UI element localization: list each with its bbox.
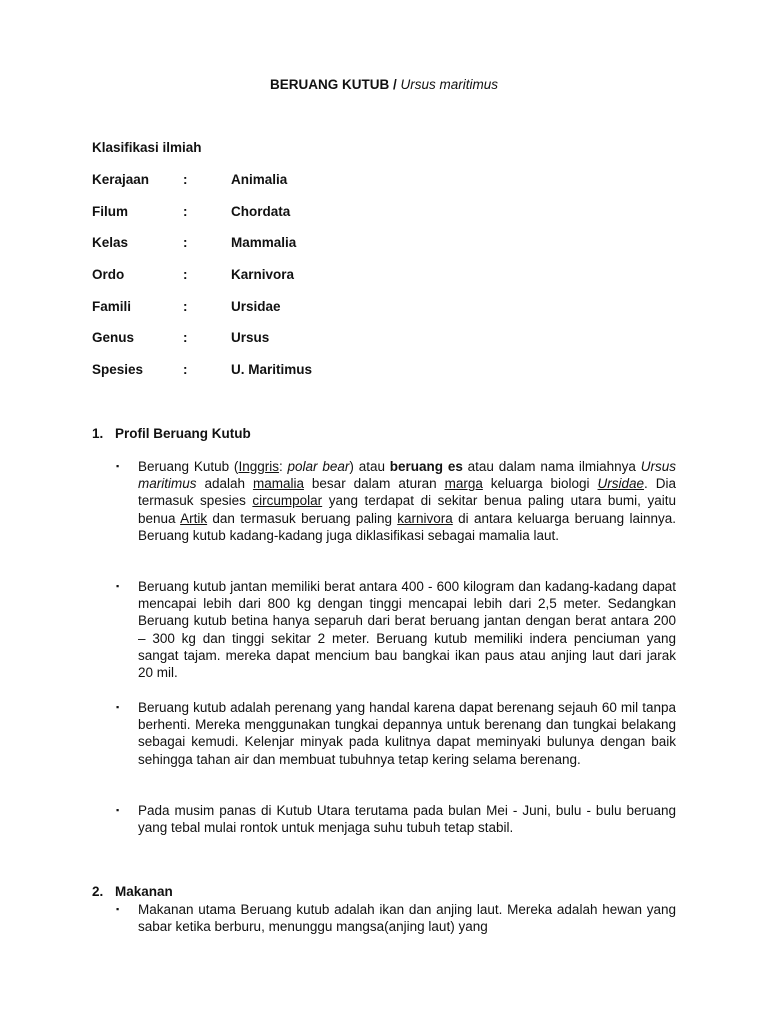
text-run: Ursidae	[597, 476, 645, 492]
section-title: Profil Beruang Kutub	[115, 426, 251, 441]
bullet-square-icon: ▪	[116, 702, 120, 712]
taxonomy-label: Ordo	[92, 267, 125, 282]
taxonomy-value: Ursus	[231, 330, 270, 345]
taxonomy-value: U. Maritimus	[231, 362, 313, 377]
text-run: Beruang kutub jantan memiliki berat antara 400 - 600 kilogram dan kadang-kadang dapat mencapai lebih dari 800 kg dengan tinggi mencapai lebih dari 2,5 meter. Sedangkan Beruang kutub betina hanya separuh dari berat beruang jantan dengan berat antara 200 – 300 kg dan tinggi sekitar 2 meter. Beruang kutub memiliki indera penciuman yang sangat tajam. mereka dapat mencium bau bangkai ikan paus atau anjing laut dari jarak 20 mil.	[138, 579, 676, 681]
text-run: Makanan utama Beruang kutub adalah ikan dan anjing laut. Mereka adalah hewan yang sabar ketika berburu, menunggu mangsa(anjing laut) yang	[138, 902, 676, 935]
bullet-item	[116, 901, 676, 935]
text-run: mamalia	[252, 476, 304, 492]
taxonomy-value: Chordata	[231, 204, 291, 219]
section-number: 2.	[92, 884, 104, 899]
taxonomy-value: Karnivora	[231, 267, 295, 282]
taxonomy-label: Filum	[92, 204, 128, 219]
text-run: di antara keluarga beruang lainnya. Beruang kutub kadang-kadang juga diklasifikasi sebagai mamalia laut.	[138, 510, 677, 543]
bullet-item	[116, 578, 676, 681]
taxonomy-label: Genus	[92, 330, 135, 345]
bullet-square-icon: ▪	[116, 581, 120, 591]
text-run: Beruang Kutub (	[138, 459, 239, 474]
taxonomy-label: Kelas	[92, 235, 129, 250]
text-run: ) atau	[349, 459, 390, 474]
bullet-text	[138, 578, 676, 681]
text-run: karnivora	[397, 510, 453, 526]
taxonomy-colon: :	[183, 172, 188, 187]
text-run: . Dia termasuk spesies	[138, 476, 676, 509]
taxonomy-label: Spesies	[92, 362, 144, 377]
text-run: Beruang kutub adalah perenang yang handal karena dapat berenang sejauh 60 mil tanpa berhenti. Mereka menggunakan tungkai depannya untuk berenang dan tungkai belakang sebagai kemudi. Kelenjar minyak pada kulitnya dapat meminyaki bulunya dengan baik sehingga tahan air dan membuat tubuhnya tetap kering selama berenang.	[138, 700, 676, 767]
section-heading-makanan	[92, 884, 173, 899]
bullet-item	[116, 458, 676, 544]
text-run: beruang es	[389, 459, 463, 474]
classification-heading: Klasifikasi ilmiah	[92, 140, 202, 155]
section-number: 1.	[92, 426, 104, 441]
section-heading-profil	[92, 426, 251, 441]
text-run: yang terdapat di sekitar benua paling utara bumi, yaitu benua	[138, 493, 676, 526]
taxonomy-label: Famili	[92, 299, 132, 314]
taxonomy-label: Kerajaan	[92, 172, 150, 187]
taxonomy-colon: :	[183, 362, 188, 377]
text-run: dan termasuk beruang paling	[207, 510, 398, 526]
bullet-text	[138, 699, 676, 768]
taxonomy-value: Mammalia	[231, 235, 297, 250]
text-run: Ursus maritimus	[138, 459, 676, 492]
text-run: atau dalam nama ilmiahnya	[462, 459, 641, 474]
bullet-square-icon: ▪	[116, 904, 120, 914]
bullet-text	[138, 901, 676, 935]
taxonomy-colon: :	[183, 267, 188, 282]
text-run: Artik	[180, 510, 208, 526]
document-title	[0, 77, 768, 92]
text-run: keluarga biologi	[482, 476, 598, 492]
taxonomy-colon: :	[183, 204, 188, 219]
title-italic: Ursus maritimus	[400, 77, 499, 92]
bullet-item	[116, 699, 676, 768]
taxonomy-colon: :	[183, 235, 188, 250]
bullet-item	[116, 802, 676, 836]
taxonomy-colon: :	[183, 330, 188, 345]
text-run: marga	[444, 476, 483, 492]
bullet-text	[138, 802, 676, 836]
taxonomy-colon: :	[183, 299, 188, 314]
text-run: besar dalam aturan	[303, 476, 445, 492]
bullet-square-icon: ▪	[116, 805, 120, 815]
text-run: polar bear	[287, 459, 350, 474]
section-title: Makanan	[115, 884, 173, 899]
text-run: :	[278, 459, 288, 474]
bullet-text	[138, 458, 676, 544]
title-bold: BERUANG KUTUB /	[269, 77, 397, 92]
text-run: circumpolar	[252, 493, 323, 509]
bullet-square-icon: ▪	[116, 461, 120, 471]
text-run: Pada musim panas di Kutub Utara terutama pada bulan Mei - Juni, bulu - bulu beruang yang tebal mulai rontok untuk menjaga suhu tubuh tetap stabil.	[138, 803, 676, 836]
taxonomy-value: Ursidae	[231, 299, 281, 314]
text-run: adalah	[196, 476, 253, 492]
taxonomy-value: Animalia	[231, 172, 288, 187]
text-run: Inggris	[238, 459, 279, 474]
